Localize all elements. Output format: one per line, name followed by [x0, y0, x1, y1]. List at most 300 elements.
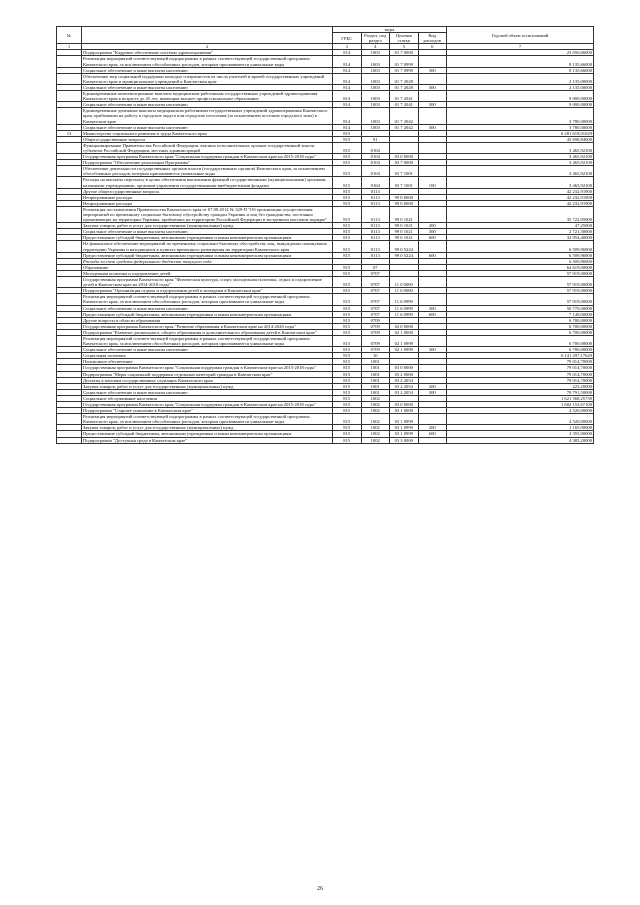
- cell-vr: 300: [418, 102, 447, 108]
- cell-cs: 03 0 0000: [390, 154, 419, 160]
- cell-sum: 79 014,70000: [447, 359, 594, 365]
- cell-cs: 03 1 0999: [390, 431, 419, 437]
- cell-grbs: 815: [333, 252, 362, 258]
- header-name: [82, 27, 333, 44]
- cell-sum: 3 780,00000: [447, 124, 594, 130]
- cell-cs: 03 1 0999: [390, 414, 419, 425]
- cell-rz: 1003: [361, 108, 390, 124]
- cell-sum: 79 014,70000: [447, 371, 594, 377]
- cell-grbs: 814: [333, 50, 362, 56]
- cell-cs: 02 1 0999: [390, 347, 419, 353]
- cell-sum: 1 602 152,67100: [447, 402, 594, 408]
- cell-rz: 0113: [361, 188, 390, 194]
- table-row: [57, 56, 594, 67]
- cell-vr: 200: [418, 383, 447, 389]
- cell-name: Расходы за счет средств федерального бюджета текущего года: [82, 258, 333, 264]
- cell-sum: 6 700,00000: [447, 317, 594, 323]
- cell-name: Государственная программа Камчатского края "Социальная поддержка граждан в Камчатском крае на 2015-2018 годы": [82, 365, 333, 371]
- cell-no: [57, 177, 82, 188]
- cell-cs: 99 0 1021: [390, 229, 419, 235]
- header-grbs: ГРБС: [333, 33, 362, 44]
- cell-cs: 99 0 0000: [390, 200, 419, 206]
- cell-cs: 03 7 1001: [390, 166, 419, 177]
- cell-sum: 57 919,00000: [447, 270, 594, 276]
- cell-grbs: 815: [333, 389, 362, 395]
- cell-cs: 01 7 0999: [390, 56, 419, 67]
- cell-sum: 23 050,66000: [447, 50, 594, 56]
- cell-name: Подпрограмма "Меры социальной поддержки отдельных категорий граждан в Камчатском крае": [82, 371, 333, 377]
- cell-rz: 0113: [361, 241, 390, 252]
- cell-name: Единовременные компенсационные выплаты медицинским работникам государственных учреждений здравоохранения Камчатского края в возрасте до 45 лет, имеющим высшее профессиональное образование: [82, 91, 333, 102]
- table-row: [57, 277, 594, 288]
- cell-name: Непрограммные расходы: [82, 200, 333, 206]
- cell-rz: 1003: [361, 102, 390, 108]
- cell-vr: [418, 241, 447, 252]
- table-row: [57, 414, 594, 425]
- cell-cs: 02 1 0999: [390, 335, 419, 346]
- cell-sum: 2 721,30000: [447, 229, 594, 235]
- cell-no: [57, 73, 82, 84]
- cell-name: Социальное обеспечение и иные выплаты населению: [82, 305, 333, 311]
- cell-rz: 1001: [361, 371, 390, 377]
- cell-cs: 03 1 0000: [390, 408, 419, 414]
- cell-grbs: 815: [333, 383, 362, 389]
- cell-name: Другие вопросы в области образования: [82, 317, 333, 323]
- cell-no: [57, 56, 82, 67]
- cell-name: Государственная программа Камчатского края "Физическая культура, спорт, молодежная политика, отдых и оздоровление детей в Камчатском крае на 2014-2018 годы": [82, 277, 333, 288]
- cell-vr: 300: [418, 84, 447, 90]
- cell-rz: 1003: [361, 84, 390, 90]
- cell-rz: 0104: [361, 160, 390, 166]
- cell-sum: 57 919,00000: [447, 277, 594, 288]
- cell-name: Предоставление субсидий бюджетным, автономным учреждениям и иным некоммерческим организациям: [82, 311, 333, 317]
- cell-name: Закупка товаров, работ и услуг для государственных (муниципальных) нужд: [82, 425, 333, 431]
- cell-sum: 223,20000: [447, 383, 594, 389]
- cell-grbs: 815: [333, 317, 362, 323]
- cell-rz: 0707: [361, 270, 390, 276]
- cell-no: [57, 142, 82, 153]
- cell-sum: 6 700,00000: [447, 329, 594, 335]
- cell-rz: 0707: [361, 277, 390, 288]
- cell-vr: [418, 294, 447, 305]
- cell-grbs: 815: [333, 188, 362, 194]
- cell-vr: [418, 73, 447, 84]
- cell-sum: 2 135,00000: [447, 84, 594, 90]
- table-row: [57, 108, 594, 124]
- cell-sum: 3 465,92100: [447, 154, 594, 160]
- cell-sum: 3 465,92100: [447, 177, 594, 188]
- cell-sum: 3 465,92100: [447, 142, 594, 153]
- cell-cs: 02 1 0000: [390, 329, 419, 335]
- cell-name: Доплаты к пенсиям государственных служащих Камчатского края: [82, 377, 333, 383]
- cell-grbs: 815: [333, 305, 362, 311]
- cell-sum: 2 135,00000: [447, 73, 594, 84]
- cell-name: Реализация мероприятий соответствующей подпрограммы в рамках соответствующей государственной программы Камчатского края, за исключением обособленных расходов, которым присваиваются уникальные коды: [82, 56, 333, 67]
- cell-grbs: 814: [333, 102, 362, 108]
- cell-cs: 03 2 2054: [390, 377, 419, 383]
- cell-rz: 0709: [361, 323, 390, 329]
- cell-name: Расходы на выплаты персоналу в целях обеспечения выполнения функций государственными (муниципальными) органами, казенными учреждениями, органами управления государственными внебюджетными фондами: [82, 177, 333, 188]
- cell-rz: 0104: [361, 142, 390, 153]
- cell-sum: 64 619,00000: [447, 264, 594, 270]
- cell-vr: [418, 166, 447, 177]
- cell-name: Единовременные денежные выплаты медицинским работникам государственных учреждений здравоохранения Камчатского края, прибывшим на работу в городские округа или городские поселения (за исключением поселков городского типа) в Камчатском крае: [82, 108, 333, 124]
- cell-name: Подпрограмма "Доступная среда в Камчатском крае": [82, 437, 333, 443]
- cell-cs: 03 2 0000: [390, 371, 419, 377]
- cell-name: Социальное обеспечение и иные выплаты населению: [82, 84, 333, 90]
- cell-name: Молодежная политика и оздоровление детей: [82, 270, 333, 276]
- cell-grbs: 815: [333, 395, 362, 401]
- header-num: 3: [333, 44, 362, 50]
- cell-rz: 0113: [361, 235, 390, 241]
- cell-sum: 3 355,00000: [447, 431, 594, 437]
- cell-grbs: 815: [333, 335, 362, 346]
- cell-cs: [390, 142, 419, 153]
- cell-sum: 6 700,00000: [447, 347, 594, 353]
- cell-no: [57, 437, 82, 443]
- cell-rz: 0104: [361, 154, 390, 160]
- cell-rz: 07: [361, 264, 390, 270]
- cell-name: Подпрограмма "Развитие дошкольного, общего образования и дополнительного образования детей в Камчатском крае": [82, 329, 333, 335]
- cell-vr: [418, 91, 447, 102]
- cell-rz: 1002: [361, 431, 390, 437]
- cell-name: Подпрограмма "Организация отдыха и оздоровления детей и молодежи в Камчатском крае": [82, 288, 333, 294]
- cell-sum: 9 000,00000: [447, 91, 594, 102]
- cell-no: [57, 206, 82, 222]
- cell-vr: 300: [418, 124, 447, 130]
- cell-vr: 300: [418, 305, 447, 311]
- cell-sum: 79 014,70000: [447, 365, 594, 371]
- cell-sum: 32 954,40000: [447, 235, 594, 241]
- cell-vr: 300: [418, 67, 447, 73]
- table-row: [57, 437, 594, 443]
- cell-cs: 99 0 5224: [390, 252, 419, 258]
- cell-cs: 03 0 0000: [390, 402, 419, 408]
- cell-rz: 1002: [361, 395, 390, 401]
- header-num: 7: [447, 44, 594, 50]
- cell-grbs: 815: [333, 402, 362, 408]
- cell-vr: 600: [418, 431, 447, 437]
- header-num: 6: [418, 44, 447, 50]
- cell-grbs: 814: [333, 56, 362, 67]
- cell-vr: 600: [418, 235, 447, 241]
- cell-grbs: 815: [333, 425, 362, 431]
- cell-grbs: 815: [333, 353, 362, 359]
- cell-grbs: 815: [333, 371, 362, 377]
- table-row: [57, 166, 594, 177]
- cell-name: Другие общегосударственные вопросы: [82, 188, 333, 194]
- cell-rz: 0709: [361, 335, 390, 346]
- cell-sum: 57 919,00000: [447, 294, 594, 305]
- cell-cs: 99 0 1021: [390, 235, 419, 241]
- cell-rz: 1001: [361, 359, 390, 365]
- table-row: [57, 206, 594, 222]
- cell-cs: 99 0 1021: [390, 223, 419, 229]
- cell-cs: 11 0 0000: [390, 277, 419, 288]
- header-num: 2: [82, 44, 333, 50]
- cell-grbs: 815: [333, 206, 362, 222]
- cell-cs: 99 0 0000: [390, 194, 419, 200]
- cell-sum: 4 520,00000: [447, 414, 594, 425]
- cell-grbs: 815: [333, 329, 362, 335]
- cell-name: Обеспечение деятельности государственных органов власти (государственных органов) Камчатского края, за исключением обособленных расходов, которым присваиваются уникальные коды: [82, 166, 333, 177]
- cell-sum: 6 141 297,17629: [447, 353, 594, 359]
- cell-sum: 4 520,00000: [447, 408, 594, 414]
- cell-sum: 45 698,84000: [447, 136, 594, 142]
- cell-sum: 1 621 568,25739: [447, 395, 594, 401]
- cell-grbs: 814: [333, 73, 362, 84]
- cell-name: Образование: [82, 264, 333, 270]
- cell-rz: 1003: [361, 67, 390, 73]
- cell-cs: 01 7 2042: [390, 108, 419, 124]
- cell-rz: 1002: [361, 414, 390, 425]
- cell-rz: 0709: [361, 317, 390, 323]
- cell-grbs: 815: [333, 194, 362, 200]
- cell-grbs: 815: [333, 136, 362, 142]
- cell-sum: 8 135,66000: [447, 67, 594, 73]
- table-row: [57, 177, 594, 188]
- cell-cs: 11 6 0999: [390, 305, 419, 311]
- cell-no: [57, 294, 82, 305]
- cell-vr: [418, 108, 447, 124]
- cell-rz: 0709: [361, 329, 390, 335]
- cell-no: [57, 335, 82, 346]
- cell-rz: 0113: [361, 229, 390, 235]
- cell-grbs: 814: [333, 67, 362, 73]
- cell-grbs: 815: [333, 365, 362, 371]
- cell-vr: [418, 142, 447, 153]
- cell-vr: 600: [418, 311, 447, 317]
- cell-sum: 78 791,50000: [447, 389, 594, 395]
- cell-name: Предоставление субсидий бюджетным, автономным учреждениям и иным некоммерческим организациям: [82, 235, 333, 241]
- cell-rz: 1003: [361, 50, 390, 56]
- cell-grbs: 815: [333, 177, 362, 188]
- cell-grbs: 814: [333, 108, 362, 124]
- cell-cs: 03 2 2054: [390, 383, 419, 389]
- header-num: 5: [390, 44, 419, 50]
- cell-vr: 200: [418, 223, 447, 229]
- cell-grbs: 815: [333, 235, 362, 241]
- cell-grbs: 815: [333, 288, 362, 294]
- cell-rz: 1001: [361, 377, 390, 383]
- cell-grbs: 815: [333, 142, 362, 153]
- cell-cs: 03 7 0000: [390, 160, 419, 166]
- cell-grbs: 815: [333, 414, 362, 425]
- cell-name: Министерство социального развития и труда Камчатского края: [82, 130, 333, 136]
- cell-name: Социальное обеспечение и иные выплаты населению: [82, 124, 333, 130]
- header-num: 4: [361, 44, 390, 50]
- cell-sum: 3 780,00000: [447, 108, 594, 124]
- cell-rz: 0707: [361, 311, 390, 317]
- table-row: [57, 73, 594, 84]
- cell-sum: 8 135,66000: [447, 56, 594, 67]
- cell-cs: 11 6 0999: [390, 311, 419, 317]
- cell-rz: 1003: [361, 56, 390, 67]
- cell-rz: 1002: [361, 408, 390, 414]
- cell-cs: 99 0 5224: [390, 241, 419, 252]
- header-target: Целевая статья: [390, 33, 419, 44]
- cell-grbs: 815: [333, 270, 362, 276]
- cell-rz: 0707: [361, 305, 390, 311]
- cell-rz: 0104: [361, 166, 390, 177]
- cell-sum: 3 465,92100: [447, 160, 594, 166]
- cell-no: [57, 414, 82, 425]
- cell-grbs: 815: [333, 166, 362, 177]
- cell-name: Социальное обеспечение и иные выплаты населению: [82, 229, 333, 235]
- cell-cs: 11 6 0000: [390, 288, 419, 294]
- cell-rz: 1003: [361, 73, 390, 84]
- cell-grbs: 815: [333, 359, 362, 365]
- cell-cs: 99 0 1021: [390, 206, 419, 222]
- header-codes: коды: [333, 27, 447, 33]
- cell-rz: 0104: [361, 177, 390, 188]
- cell-sum: 6 281 618,01629: [447, 130, 594, 136]
- cell-sum: 42 232,91900: [447, 194, 594, 200]
- cell-rz: 0113: [361, 223, 390, 229]
- cell-no: [57, 241, 82, 252]
- cell-name: Общегосударственные вопросы: [82, 136, 333, 142]
- page-number: 26: [317, 886, 323, 892]
- cell-rz: 0707: [361, 288, 390, 294]
- cell-name: Социальное обеспечение и иные выплаты населению: [82, 102, 333, 108]
- cell-no: 13: [57, 130, 82, 136]
- cell-vr: 300: [418, 229, 447, 235]
- cell-name: Государственная программа Камчатского края "Социальная поддержка граждан в Камчатском крае на 2015-2018 годы": [82, 154, 333, 160]
- cell-cs: 02 0 0000: [390, 323, 419, 329]
- cell-rz: 0709: [361, 347, 390, 353]
- cell-sum: 7 149,00000: [447, 311, 594, 317]
- cell-name: Реализация постановления Правительства Камчатского края от 07.08.2014 № 329-П "Об организации осуществления мероприятий по временному социально-бытовому обустройству граждан Украины и лиц без гражданства, постоянно проживающих на территории Украины, прибывших на территорию Российской Федерации в экстренном массовом порядке": [82, 206, 333, 222]
- header-sum: Годовой объем ассигнований: [447, 27, 594, 44]
- cell-cs: 11 6 0999: [390, 294, 419, 305]
- cell-grbs: 815: [333, 241, 362, 252]
- cell-grbs: 815: [333, 323, 362, 329]
- cell-sum: 6 509,96900: [447, 258, 594, 264]
- cell-grbs: 815: [333, 200, 362, 206]
- cell-grbs: 815: [333, 264, 362, 270]
- cell-name: Подпрограмма "Обеспечение реализации Программы": [82, 160, 333, 166]
- cell-vr: [418, 206, 447, 222]
- cell-no: [57, 108, 82, 124]
- cell-vr: [418, 56, 447, 67]
- cell-sum: 1 165,00000: [447, 425, 594, 431]
- cell-name: Предоставление субсидий бюджетным, автономным учреждениям и иным некоммерческим организациям: [82, 252, 333, 258]
- table-body: [57, 50, 594, 443]
- cell-grbs: 815: [333, 277, 362, 288]
- cell-name: На финансовое обеспечение мероприятий по временному социально-бытовому обустройству лиц, вынужденно покинувших территорию Украины и находящихся в пунктах временного размещения на территории Камчатского края: [82, 241, 333, 252]
- cell-name: Закупка товаров, работ и услуг для государственных (муниципальных) нужд: [82, 383, 333, 389]
- cell-cs: 01 7 2028: [390, 84, 419, 90]
- cell-name: Пенсионное обеспечение: [82, 359, 333, 365]
- cell-name: Реализация мероприятий соответствующей подпрограммы в рамках соответствующей государственной программы Камчатского края, за исключением обособленных расходов, которым присваиваются уникальные коды: [82, 294, 333, 305]
- cell-rz: 1001: [361, 365, 390, 371]
- cell-rz: 1001: [361, 383, 390, 389]
- cell-rz: 0707: [361, 294, 390, 305]
- cell-rz: 1002: [361, 425, 390, 431]
- cell-sum: 6 509,96900: [447, 241, 594, 252]
- cell-name: Государственная программа Камчатского края "Социальная поддержка граждан в Камчатском крае на 2015-2018 годы": [82, 402, 333, 408]
- cell-cs: 03 0 0000: [390, 365, 419, 371]
- cell-rz: 0113: [361, 200, 390, 206]
- cell-rz: 1001: [361, 389, 390, 395]
- cell-vr: [418, 414, 447, 425]
- cell-grbs: 815: [333, 154, 362, 160]
- cell-cs: 03 2 2054: [390, 389, 419, 395]
- cell-grbs: 815: [333, 130, 362, 136]
- cell-no: [57, 277, 82, 288]
- budget-table: [56, 26, 594, 444]
- cell-name: Реализация мероприятий соответствующей подпрограммы в рамках соответствующей государственной программы Камчатского края, за исключением обособленных расходов, которым присваиваются уникальные коды: [82, 414, 333, 425]
- cell-name: Закупка товаров, работ и услуг для государственных (муниципальных) нужд: [82, 223, 333, 229]
- cell-grbs: 815: [333, 347, 362, 353]
- cell-sum: 42 232,91900: [447, 200, 594, 206]
- cell-cs: 03 7 1001: [390, 177, 419, 188]
- cell-rz: 10: [361, 353, 390, 359]
- cell-name: Государственная программа Камчатского края "Развитие образования в Камчатском крае на 2014-2020 годы": [82, 323, 333, 329]
- header-vr: Вид расходов: [418, 33, 447, 44]
- cell-rz: 01: [361, 136, 390, 142]
- cell-rz: 1002: [361, 437, 390, 443]
- cell-grbs: 814: [333, 124, 362, 130]
- cell-name: Подпрограмма "Кадровое обеспечение системы здравоохранения": [82, 50, 333, 56]
- cell-sum: 6 509,96900: [447, 252, 594, 258]
- cell-sum: 6 700,00000: [447, 335, 594, 346]
- cell-grbs: 815: [333, 377, 362, 383]
- cell-sum: 47,25000: [447, 223, 594, 229]
- cell-grbs: 814: [333, 84, 362, 90]
- cell-sum: 3 465,92100: [447, 166, 594, 177]
- cell-sum: 50 770,00000: [447, 305, 594, 311]
- cell-cs: 03 1 0999: [390, 425, 419, 431]
- cell-no: [57, 166, 82, 177]
- cell-grbs: 815: [333, 408, 362, 414]
- cell-vr: 200: [418, 425, 447, 431]
- cell-grbs: 814: [333, 91, 362, 102]
- cell-vr: [418, 277, 447, 288]
- cell-sum: 6 700,00000: [447, 323, 594, 329]
- cell-cs: 01 7 2041: [390, 91, 419, 102]
- cell-cs: 01 7 2042: [390, 124, 419, 130]
- cell-rz: 1003: [361, 124, 390, 130]
- cell-rz: 1003: [361, 91, 390, 102]
- cell-name: Функционирование Правительства Российской Федерации, высших исполнительных органов государственной власти субъектов Российской Федерации, местных администраций: [82, 142, 333, 153]
- cell-vr: 100: [418, 177, 447, 188]
- cell-sum: 9 000,00000: [447, 102, 594, 108]
- cell-cs: 01 7 0999: [390, 67, 419, 73]
- cell-vr: [418, 437, 447, 443]
- cell-name: Подпрограмма "Старшее поколение в Камчатском крае": [82, 408, 333, 414]
- cell-grbs: 815: [333, 229, 362, 235]
- cell-grbs: 815: [333, 223, 362, 229]
- cell-name: Реализация мероприятий соответствующей подпрограммы в рамках соответствующей государственной программы Камчатского края, за исключением обособленных расходов, которым присваиваются уникальные коды: [82, 335, 333, 346]
- cell-grbs: 815: [333, 431, 362, 437]
- cell-cs: 01 7 2028: [390, 73, 419, 84]
- cell-vr: 600: [418, 252, 447, 258]
- header-no: №: [57, 27, 82, 44]
- cell-sum: 57 919,00000: [447, 288, 594, 294]
- table-row: [57, 335, 594, 346]
- cell-vr: 300: [418, 347, 447, 353]
- header-razdel: Раздел, под раздел: [361, 33, 390, 44]
- cell-cs: 01 7 0000: [390, 50, 419, 56]
- cell-name: Социальное обслуживание населения: [82, 395, 333, 401]
- cell-grbs: 815: [333, 311, 362, 317]
- cell-vr: 300: [418, 389, 447, 395]
- table-row: [57, 241, 594, 252]
- table-row: [57, 294, 594, 305]
- cell-name: Обеспечение мер социальной поддержки молодых специалистов из числа учителей и врачей государственных учреждений Камчатского края и муниципальных учреждений в Камчатском крае: [82, 73, 333, 84]
- table-row: [57, 91, 594, 102]
